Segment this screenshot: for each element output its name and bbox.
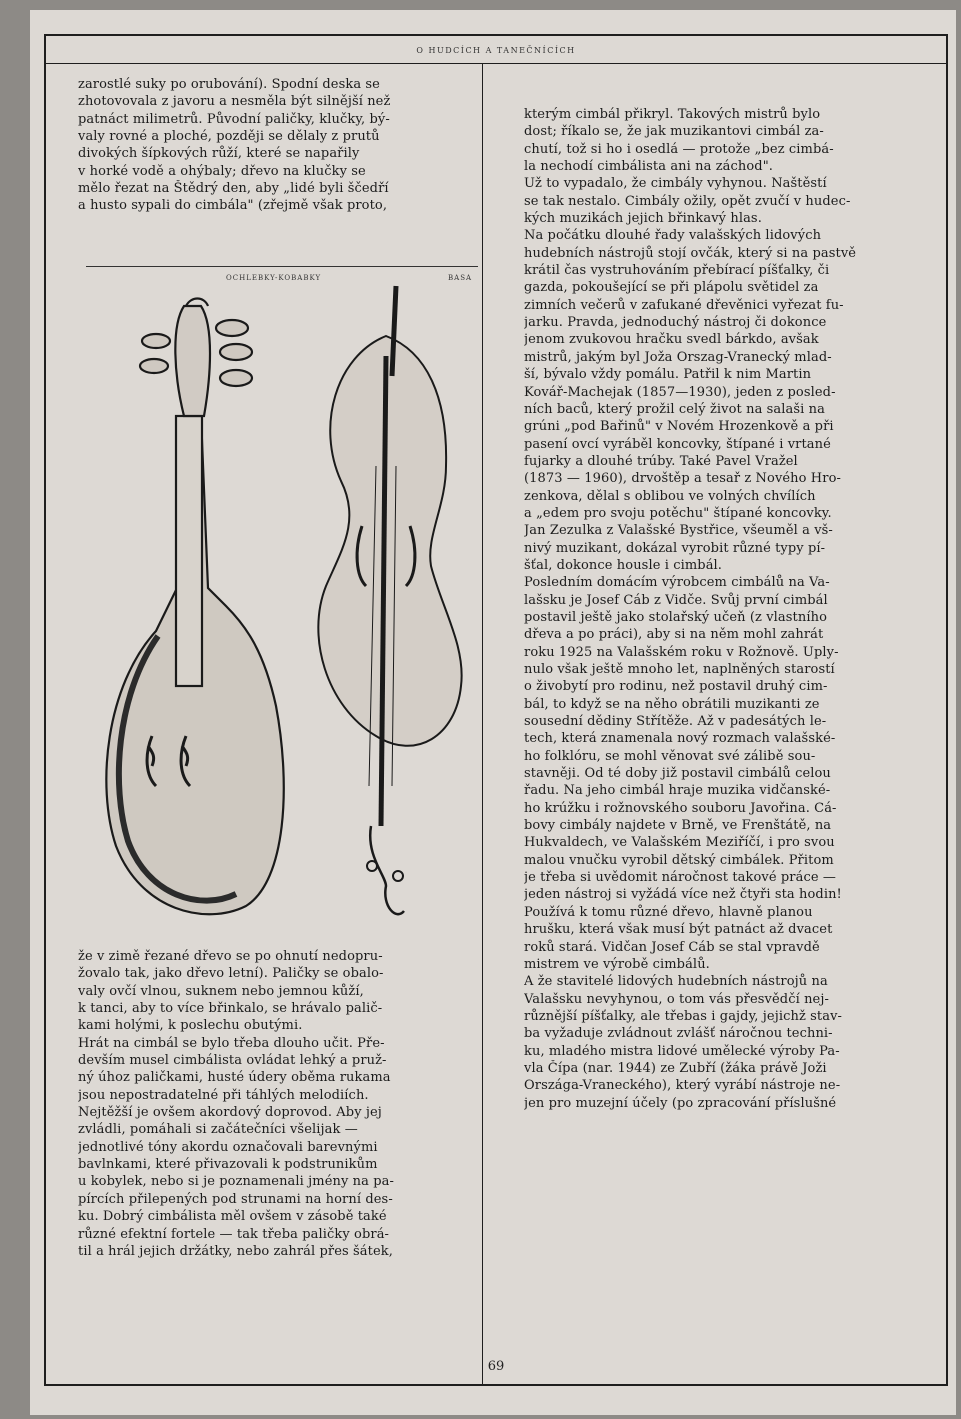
text-line: Országa-Vraneckého), který vyrábí nástroje ne- [524, 1078, 841, 1094]
column-divider [482, 64, 483, 1384]
text-line: zarostlé suky po orubování). Spodní deska se [78, 77, 380, 92]
text-line: je třeba si uvědomit náročnost takové práce — [524, 870, 836, 886]
text-line: dřeva a po práci), aby si na něm mohl zahrát [524, 627, 824, 643]
text-line: hudebních nástrojů stojí ovčák, který si na pastvě [524, 245, 857, 261]
text-line: mistrem ve výrobě cimbálů. [524, 956, 710, 972]
text-line: žovalo tak, jako dřevo letní). Paličky se obalo- [78, 966, 384, 982]
text-line: valy ovčí vlnou, suknem nebo jemnou kůží, [78, 983, 364, 999]
text-line: ku, mladého mistra lidové umělecké výroby Pa- [524, 1043, 840, 1059]
text-line: jednotlivé tóny akordu označovali barevnými [78, 1139, 378, 1155]
text-line: pírcích přilepených pod strunami na horní des- [78, 1191, 393, 1207]
text-line: vla Čípa (nar. 1944) ze Zubří (žáka právě Joži [524, 1060, 827, 1076]
text-line: Kovář-Machejak (1857—1930), jeden z posled- [524, 384, 836, 400]
text-line: kých muzikách jejich břinkavý hlas. [524, 211, 762, 227]
text-line: různé efektní fortele — tak třeba paličky obrá- [78, 1226, 390, 1242]
text-line: Hrát na cimbál se bylo třeba dlouho učit. Pře- [78, 1035, 385, 1051]
text-line: o živobytí pro rodinu, než postavil druhý cim- [524, 679, 828, 695]
text-line: v horké vodě a ohýbaly; dřevo na klučky se [78, 163, 366, 179]
text-line: Jan Zezulka z Valašské Bystřice, všeuměl a vš- [524, 523, 833, 539]
text-line: krátil čas vystruhováním přebírací píšťalky, či [524, 263, 830, 279]
text-line: patnáct milimetrů. Původní paličky, klučky, bý- [78, 111, 390, 127]
figure-rule [86, 266, 478, 267]
text-line: valy rovné a ploché, později se dělaly z prutů [78, 129, 380, 145]
text-line: bál, to když se na něho obrátili muzikanti ze [524, 696, 820, 712]
text-line: bovy cimbály najdete v Brně, ve Frenštátě, na [524, 818, 832, 834]
text-line: nivý muzikant, dokázal vyrobit různé typy pí- [524, 540, 826, 556]
text-line: roku 1925 na Valašském roku v Rožnově. Uply- [524, 644, 839, 660]
text-line: jeden nástroj si vyžádá více než čtyři sta hodin! [524, 887, 842, 903]
text-line: že v zimě řezané dřevo se po ohnutí nedopru- [78, 949, 383, 964]
text-line: ba vyžaduje zvládnout zvlášť náročnou techni- [524, 1026, 833, 1042]
basa-instrument-drawing [318, 286, 461, 914]
instrument-illustration [86, 266, 478, 944]
right-column-text [524, 106, 934, 1112]
text-line: zenkova, dělal s oblibou ve volných chvílích [524, 488, 816, 504]
book-page [30, 10, 956, 1415]
text-line: divokých šípkových růží, které se napařily [78, 146, 360, 162]
text-line: A že stavitelé lidových hudebních nástrojů na [524, 974, 828, 990]
text-line: zimních večerů v zafukané dřevěnici vyřezat fu- [524, 297, 844, 313]
text-line: řadu. Na jeho cimbál hraje muzika vidčanské- [524, 783, 831, 799]
text-line: ho krúžku i rožnovského souboru Javořina. Cá- [524, 800, 837, 816]
text-line: roků stará. Vidčan Josef Cáb se stal vpravdě [524, 939, 820, 955]
text-line: jsou nepostradatelné při táhlých melodiích. [78, 1087, 369, 1103]
text-line: Už to vypadalo, že cimbály vyhynou. Naštěstí [524, 176, 827, 192]
text-line: dost; říkalo se, že jak muzikantovi cimbál za- [524, 124, 824, 140]
text-line: Na počátku dlouhé řady valašských lidových [524, 228, 822, 244]
instruments-drawing [86, 266, 478, 944]
left-column-bottom-text [78, 948, 478, 1260]
running-head: O HUDCÍCH A TANEČNÍCÍCH [416, 46, 576, 55]
text-line: Valašsku nevyhynou, o tom vás přesvědčí nej- [524, 991, 829, 1007]
header-rule [46, 63, 946, 64]
text-line: jarku. Pravda, jednoduchý nástroj či dokonce [524, 315, 827, 331]
text-line: zvládli, pomáhali si začátečníci všelijak — [78, 1122, 358, 1138]
figure-label-right: BASA [448, 274, 473, 282]
page-number: 69 [487, 1359, 505, 1374]
text-line: lašsku je Josef Cáb z Vidče. Svůj první cimbál [524, 592, 828, 608]
text-line: chutí, tož si ho i osedlá — protože „bez cimbá- [524, 141, 834, 157]
text-line: ních baců, který prožil celý život na salaši na [524, 401, 825, 417]
text-line: til a hrál jejich držátky, nebo zahrál přes šátek, [78, 1243, 393, 1259]
page-frame [44, 34, 948, 1386]
text-line: jen pro muzejní účely (po zpracování příslušné [524, 1095, 837, 1111]
text-line: Posledním domácím výrobcem cimbálů na Va- [524, 575, 830, 591]
text-line: nulo však ještě mnoho let, naplněných starostí [524, 662, 835, 677]
text-line: a husto sypali do cimbála" (zřejmě však proto, [78, 198, 388, 214]
text-line: fujarky a dlouhé trúby. Také Pavel Vražel [524, 453, 798, 469]
text-line: gazda, pokoušející se při plápolu světidel za [524, 280, 819, 296]
text-line: ho folklóru, se mohl věnovat své zálibě sou- [524, 748, 816, 764]
text-line: kterým cimbál přikryl. Takových mistrů bylo [524, 107, 821, 122]
text-line: pasení ovcí vyráběl koncovky, štípané i vrtané [524, 436, 831, 452]
text-line: Používá k tomu různé dřevo, hlavně planou [524, 904, 813, 920]
text-line: (1873 — 1960), drvoštěp a tesař z Nového Hro- [524, 471, 841, 487]
text-line: bavlnkami, které přivazovali k podstrunikům [78, 1157, 378, 1173]
text-line: grúni „pod Bařinů" v Novém Hrozenkově a při [524, 419, 834, 435]
text-line: devším musel cimbálista ovládat lehký a pruž- [78, 1053, 387, 1069]
ochlebky-instrument-drawing [106, 299, 283, 915]
text-line: Nejtěžší je ovšem akordový doprovod. Aby jej [78, 1105, 382, 1121]
text-line: různější píšťalky, ale třebas i gajdy, jejichž stav- [524, 1008, 843, 1024]
text-line: se tak nestalo. Cimbály ožily, opět zvučí v hudec- [524, 193, 851, 209]
text-line: u kobylek, nebo si je poznamenali jmény na pa- [78, 1174, 394, 1190]
text-line: ší, bývalo vždy pomálu. Patřil k nim Martin [524, 367, 812, 383]
text-line: Hukvaldech, ve Valašském Meziříčí, i pro svou [524, 835, 835, 851]
text-line: hrušku, která však musí být patnáct až dvacet [524, 922, 833, 938]
text-line: zhotovovala z javoru a nesměla být silnější než [78, 94, 391, 110]
text-line: mistrů, jakým byl Joža Orszag-Vranecký mlad- [524, 349, 832, 365]
text-line: a „edem pro svoju potěchu" štípané koncovky. [524, 505, 832, 521]
text-line: malou vnučku vyrobil dětský cimbálek. Přitom [524, 852, 834, 868]
left-column-top-text [78, 76, 478, 215]
text-line: stavněji. Od té doby již postavil cimbálů celou [524, 766, 831, 782]
text-line: jenom zvukovou hračku svedl bárkdo, avšak [524, 332, 819, 348]
text-line: kami holými, k poslechu obutými. [78, 1018, 303, 1034]
text-line: mělo řezat na Štědrý den, aby „lidé byli ščedří [78, 181, 389, 197]
text-line: tech, která znamenala nový rozmach valašské- [524, 731, 836, 747]
text-line: ný úhoz paličkami, husté údery oběma rukama [78, 1070, 391, 1086]
text-line: sousední dědiny Střítěže. Až v padesátých le- [524, 714, 827, 730]
text-line: ku. Dobrý cimbálista měl ovšem v zásobě také [78, 1209, 387, 1225]
text-line: k tanci, aby to více břinkalo, se hrávalo palič- [78, 1001, 383, 1017]
text-line: postavil ještě jako stolařský učeň (z vlastního [524, 609, 828, 625]
text-line: la nechodí cimbálista ani na záchod". [524, 159, 774, 175]
figure-label-left: OCHLEBKY-KOBABKY [226, 274, 322, 282]
text-line: šťal, dokonce housle i cimbál. [524, 557, 723, 573]
